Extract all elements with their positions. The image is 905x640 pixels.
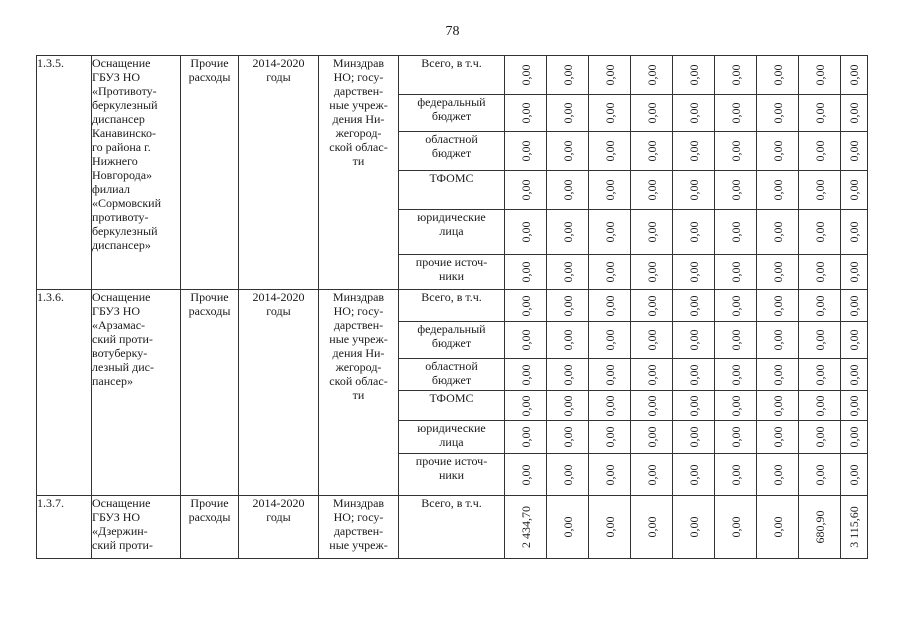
value-cell xyxy=(841,359,868,391)
value-cell xyxy=(799,56,841,95)
value-cell xyxy=(841,171,868,210)
value-text: 0,00 xyxy=(602,516,617,538)
value-text: 0,00 xyxy=(812,395,827,416)
value-text: 0,00 xyxy=(770,261,785,283)
value-text: 0,00 xyxy=(847,221,861,243)
value-text: 0,00 xyxy=(602,364,617,385)
budget-table xyxy=(36,55,868,559)
value-cell xyxy=(505,210,547,255)
value-text: 0,00 xyxy=(728,140,743,162)
value-cell xyxy=(715,95,757,132)
value-cell xyxy=(505,496,547,559)
value-text: 0,00 xyxy=(560,426,575,448)
value-cell xyxy=(673,95,715,132)
value-cell xyxy=(715,171,757,210)
funding-source xyxy=(399,322,505,359)
page-number: 78 xyxy=(445,24,460,39)
value-cell xyxy=(841,132,868,171)
value-cell xyxy=(631,496,673,559)
value-text: 0,00 xyxy=(560,464,575,485)
value-cell xyxy=(673,322,715,359)
value-cell xyxy=(547,171,589,210)
value-cell xyxy=(589,421,631,454)
table-row xyxy=(37,496,868,559)
value-text: 0,00 xyxy=(812,221,827,243)
expense-type-text: Прочие расходы xyxy=(188,290,231,318)
funding-source xyxy=(399,454,505,496)
period-text: 2014-2020 годы xyxy=(252,496,305,524)
value-cell xyxy=(505,421,547,454)
value-cell xyxy=(589,454,631,496)
item-number-text: 1.3.6. xyxy=(37,290,64,304)
executor xyxy=(319,290,399,496)
value-cell xyxy=(715,496,757,559)
value-cell xyxy=(799,391,841,421)
value-cell xyxy=(799,210,841,255)
period-text: 2014-2020 годы xyxy=(252,56,305,84)
value-text: 0,00 xyxy=(686,179,701,201)
value-text: 0,00 xyxy=(847,140,861,162)
value-text: 0,00 xyxy=(770,364,785,385)
funding-source-label: Всего, в т.ч. xyxy=(421,290,482,304)
value-cell xyxy=(799,421,841,454)
value-text: 0,00 xyxy=(602,464,617,485)
value-cell xyxy=(631,290,673,322)
expense-type xyxy=(181,56,239,290)
value-text: 0,00 xyxy=(644,140,659,162)
value-text: 0,00 xyxy=(560,395,575,416)
value-cell xyxy=(799,171,841,210)
period xyxy=(239,496,319,559)
funding-source-label: федеральный бюджет xyxy=(417,95,486,123)
value-cell xyxy=(673,391,715,421)
value-cell xyxy=(589,95,631,132)
value-text: 0,00 xyxy=(728,516,743,538)
funding-source xyxy=(399,95,505,132)
value-cell xyxy=(547,56,589,95)
value-text: 0,00 xyxy=(770,295,785,316)
value-cell xyxy=(631,132,673,171)
value-text: 0,00 xyxy=(518,295,533,316)
value-cell xyxy=(631,95,673,132)
value-text: 0,00 xyxy=(518,329,533,351)
value-cell xyxy=(589,391,631,421)
value-cell xyxy=(799,290,841,322)
value-text: 0,00 xyxy=(847,179,861,201)
item-number xyxy=(37,496,92,559)
value-text: 0,00 xyxy=(602,261,617,283)
value-text: 0,00 xyxy=(770,102,785,124)
value-cell xyxy=(631,421,673,454)
value-cell xyxy=(841,290,868,322)
value-text: 0,00 xyxy=(770,329,785,351)
value-text: 0,00 xyxy=(644,426,659,448)
value-text: 0,00 xyxy=(812,464,827,485)
value-text: 0,00 xyxy=(560,140,575,162)
value-text: 0,00 xyxy=(602,179,617,201)
funding-source-label: прочие источ- ники xyxy=(415,255,488,283)
value-cell xyxy=(799,322,841,359)
value-text: 0,00 xyxy=(686,221,701,243)
value-text: 0,00 xyxy=(728,64,743,86)
value-text: 0,00 xyxy=(728,261,743,283)
value-cell xyxy=(799,359,841,391)
value-cell xyxy=(757,496,799,559)
item-number xyxy=(37,290,92,496)
value-text: 0,00 xyxy=(518,102,533,124)
value-cell xyxy=(631,322,673,359)
value-text: 0,00 xyxy=(770,426,785,448)
funding-source xyxy=(399,421,505,454)
funding-source-label: ТФОМС xyxy=(429,171,474,185)
value-cell xyxy=(505,56,547,95)
value-cell xyxy=(631,210,673,255)
value-cell xyxy=(841,56,868,95)
value-cell xyxy=(547,132,589,171)
value-text: 0,00 xyxy=(518,426,533,448)
value-text: 680,90 xyxy=(812,510,827,544)
period xyxy=(239,290,319,496)
value-text: 0,00 xyxy=(560,364,575,385)
value-text: 0,00 xyxy=(602,426,617,448)
value-text: 0,00 xyxy=(644,395,659,416)
value-cell xyxy=(547,255,589,290)
value-text: 0,00 xyxy=(644,64,659,86)
value-text: 0,00 xyxy=(847,261,861,283)
value-cell xyxy=(715,56,757,95)
value-cell xyxy=(631,359,673,391)
funding-source-label: областной бюджет xyxy=(425,132,478,160)
value-text: 0,00 xyxy=(770,64,785,86)
value-text: 0,00 xyxy=(847,464,861,485)
period xyxy=(239,56,319,290)
value-text: 0,00 xyxy=(812,64,827,86)
value-cell xyxy=(757,391,799,421)
value-text: 0,00 xyxy=(770,179,785,201)
value-cell xyxy=(547,359,589,391)
value-cell xyxy=(715,210,757,255)
funding-source-label: прочие источ- ники xyxy=(415,454,488,482)
value-text: 0,00 xyxy=(602,221,617,243)
value-cell xyxy=(505,322,547,359)
value-text: 0,00 xyxy=(686,516,701,538)
funding-source xyxy=(399,255,505,290)
value-text: 0,00 xyxy=(847,426,861,448)
value-cell xyxy=(757,132,799,171)
item-name xyxy=(92,496,181,559)
item-number xyxy=(37,56,92,290)
value-text: 0,00 xyxy=(602,329,617,351)
value-cell xyxy=(757,210,799,255)
value-cell xyxy=(841,322,868,359)
value-cell xyxy=(757,322,799,359)
value-text: 0,00 xyxy=(602,295,617,316)
value-text: 0,00 xyxy=(686,295,701,316)
value-cell xyxy=(799,95,841,132)
value-text: 0,00 xyxy=(518,221,533,243)
value-cell xyxy=(673,132,715,171)
value-cell xyxy=(631,255,673,290)
value-text: 0,00 xyxy=(644,102,659,124)
value-cell xyxy=(841,391,868,421)
value-text: 0,00 xyxy=(812,329,827,351)
value-text: 0,00 xyxy=(728,329,743,351)
funding-source xyxy=(399,290,505,322)
value-text: 0,00 xyxy=(686,140,701,162)
funding-source-label: ТФОМС xyxy=(429,391,474,405)
funding-source xyxy=(399,171,505,210)
value-text: 0,00 xyxy=(812,102,827,124)
value-cell xyxy=(715,322,757,359)
value-text: 0,00 xyxy=(686,395,701,416)
value-cell xyxy=(631,171,673,210)
value-text: 0,00 xyxy=(602,140,617,162)
funding-source xyxy=(399,132,505,171)
value-text: 0,00 xyxy=(847,64,861,86)
executor-text: Минздрав НО; госу- дарствен- ные учреж- xyxy=(329,496,388,552)
value-cell xyxy=(673,359,715,391)
value-text: 0,00 xyxy=(812,426,827,448)
expense-type xyxy=(181,496,239,559)
value-cell xyxy=(547,290,589,322)
value-text: 0,00 xyxy=(686,464,701,485)
value-text: 0,00 xyxy=(686,426,701,448)
value-cell xyxy=(589,210,631,255)
value-text: 0,00 xyxy=(644,261,659,283)
value-text: 0,00 xyxy=(518,179,533,201)
value-cell xyxy=(505,359,547,391)
value-cell xyxy=(799,132,841,171)
value-text: 0,00 xyxy=(728,464,743,485)
value-text: 0,00 xyxy=(770,464,785,485)
value-text: 0,00 xyxy=(728,295,743,316)
value-text: 0,00 xyxy=(812,261,827,283)
value-text: 0,00 xyxy=(644,464,659,485)
value-cell xyxy=(547,454,589,496)
funding-source-label: Всего, в т.ч. xyxy=(421,496,482,510)
value-cell xyxy=(673,496,715,559)
value-cell xyxy=(547,210,589,255)
value-cell xyxy=(673,171,715,210)
value-text: 0,00 xyxy=(847,102,861,124)
value-cell xyxy=(547,95,589,132)
value-text: 0,00 xyxy=(644,221,659,243)
value-text: 0,00 xyxy=(560,102,575,124)
value-cell xyxy=(715,421,757,454)
funding-source-label: областной бюджет xyxy=(425,359,478,387)
value-cell xyxy=(841,421,868,454)
item-name-text: Оснащение ГБУЗ НО «Арзамас- ский проти- вотуберку- лезный дис- пансер» xyxy=(92,290,154,388)
value-text: 0,00 xyxy=(847,295,861,316)
funding-source-label: юридические лица xyxy=(417,421,486,449)
value-cell xyxy=(841,496,868,559)
value-cell xyxy=(547,322,589,359)
value-cell xyxy=(547,496,589,559)
value-text: 0,00 xyxy=(602,64,617,86)
value-cell xyxy=(673,454,715,496)
value-cell xyxy=(715,391,757,421)
value-text: 0,00 xyxy=(728,426,743,448)
value-cell xyxy=(841,454,868,496)
value-text: 0,00 xyxy=(518,64,533,86)
value-text: 0,00 xyxy=(686,261,701,283)
value-text: 2 434,70 xyxy=(518,506,533,548)
value-text: 0,00 xyxy=(602,102,617,124)
value-text: 0,00 xyxy=(518,364,533,385)
value-cell xyxy=(715,132,757,171)
item-name xyxy=(92,290,181,496)
value-cell xyxy=(757,359,799,391)
value-cell xyxy=(799,496,841,559)
executor-text: Минздрав НО; госу- дарствен- ные учреж- дения Ни- жегород- ской облас- ти xyxy=(329,56,388,168)
funding-source-label: юридические лица xyxy=(417,210,486,238)
value-cell xyxy=(589,290,631,322)
item-name xyxy=(92,56,181,290)
expense-type xyxy=(181,290,239,496)
value-cell xyxy=(631,56,673,95)
executor xyxy=(319,56,399,290)
value-text: 0,00 xyxy=(560,261,575,283)
value-cell xyxy=(505,95,547,132)
value-cell xyxy=(673,255,715,290)
value-cell xyxy=(505,290,547,322)
value-text: 0,00 xyxy=(644,364,659,385)
executor-text: Минздрав НО; госу- дарствен- ные учреж- дения Ни- жегород- ской облас- ти xyxy=(329,290,388,402)
value-cell xyxy=(799,454,841,496)
value-cell xyxy=(715,359,757,391)
value-text: 0,00 xyxy=(812,140,827,162)
value-text: 0,00 xyxy=(560,295,575,316)
value-text: 0,00 xyxy=(686,364,701,385)
value-text: 0,00 xyxy=(847,364,861,385)
value-cell xyxy=(589,322,631,359)
item-number-text: 1.3.7. xyxy=(37,496,64,510)
value-cell xyxy=(673,421,715,454)
funding-source-label: федеральный бюджет xyxy=(417,322,486,350)
value-text: 0,00 xyxy=(602,395,617,416)
item-number-text: 1.3.5. xyxy=(37,56,64,70)
value-cell xyxy=(799,255,841,290)
value-text: 0,00 xyxy=(728,102,743,124)
funding-source xyxy=(399,359,505,391)
value-cell xyxy=(589,496,631,559)
value-cell xyxy=(715,255,757,290)
value-text: 0,00 xyxy=(686,329,701,351)
expense-type-text: Прочие расходы xyxy=(188,56,231,84)
executor xyxy=(319,496,399,559)
value-cell xyxy=(631,454,673,496)
value-cell xyxy=(505,454,547,496)
value-text: 0,00 xyxy=(686,102,701,124)
value-text: 0,00 xyxy=(847,329,861,351)
expense-type-text: Прочие расходы xyxy=(188,496,231,524)
value-text: 0,00 xyxy=(560,64,575,86)
value-text: 0,00 xyxy=(770,221,785,243)
value-cell xyxy=(757,255,799,290)
funding-source xyxy=(399,496,505,559)
value-cell xyxy=(757,56,799,95)
value-text: 0,00 xyxy=(770,516,785,538)
value-cell xyxy=(589,255,631,290)
value-cell xyxy=(589,359,631,391)
value-text: 0,00 xyxy=(560,221,575,243)
value-text: 0,00 xyxy=(644,295,659,316)
table-row xyxy=(37,56,868,95)
value-text: 0,00 xyxy=(812,179,827,201)
value-text: 0,00 xyxy=(728,395,743,416)
value-cell xyxy=(547,391,589,421)
funding-source xyxy=(399,391,505,421)
value-cell xyxy=(505,255,547,290)
value-text: 0,00 xyxy=(812,364,827,385)
value-text: 0,00 xyxy=(728,221,743,243)
value-text: 0,00 xyxy=(560,179,575,201)
value-cell xyxy=(757,95,799,132)
value-text: 0,00 xyxy=(560,516,575,538)
value-cell xyxy=(715,454,757,496)
value-text: 0,00 xyxy=(560,329,575,351)
funding-source-label: Всего, в т.ч. xyxy=(421,56,482,70)
period-text: 2014-2020 годы xyxy=(252,290,305,318)
value-text: 0,00 xyxy=(728,364,743,385)
value-text: 0,00 xyxy=(686,64,701,86)
value-cell xyxy=(505,391,547,421)
value-cell xyxy=(841,210,868,255)
item-name-text: Оснащение ГБУЗ НО «Противоту- беркулезный диспансер Канавинско- го района г. Нижнего Новгорода» филиал «Сормовский противоту- беркулезный диспансер» xyxy=(92,56,162,252)
value-text: 0,00 xyxy=(518,395,533,416)
value-cell xyxy=(757,454,799,496)
value-text: 0,00 xyxy=(847,395,861,416)
value-cell xyxy=(757,171,799,210)
funding-source xyxy=(399,210,505,255)
value-cell xyxy=(589,171,631,210)
value-cell xyxy=(841,255,868,290)
value-text: 0,00 xyxy=(518,140,533,162)
funding-source xyxy=(399,56,505,95)
value-text: 0,00 xyxy=(770,395,785,416)
item-name-text: Оснащение ГБУЗ НО «Дзержин- ский проти- xyxy=(92,496,153,552)
value-cell xyxy=(505,171,547,210)
value-cell xyxy=(715,290,757,322)
value-cell xyxy=(673,56,715,95)
value-text: 0,00 xyxy=(728,179,743,201)
value-cell xyxy=(631,391,673,421)
value-text: 0,00 xyxy=(644,516,659,538)
value-cell xyxy=(757,421,799,454)
value-text: 0,00 xyxy=(770,140,785,162)
value-cell xyxy=(589,56,631,95)
value-cell xyxy=(505,132,547,171)
value-cell xyxy=(757,290,799,322)
value-text: 0,00 xyxy=(518,261,533,283)
value-text: 0,00 xyxy=(518,464,533,485)
value-cell xyxy=(547,421,589,454)
value-cell xyxy=(841,95,868,132)
value-text: 0,00 xyxy=(812,295,827,316)
table-row xyxy=(37,290,868,322)
value-cell xyxy=(673,290,715,322)
value-cell xyxy=(589,132,631,171)
value-cell xyxy=(673,210,715,255)
value-text: 0,00 xyxy=(644,329,659,351)
value-text: 0,00 xyxy=(644,179,659,201)
value-text: 3 115,60 xyxy=(847,506,861,548)
